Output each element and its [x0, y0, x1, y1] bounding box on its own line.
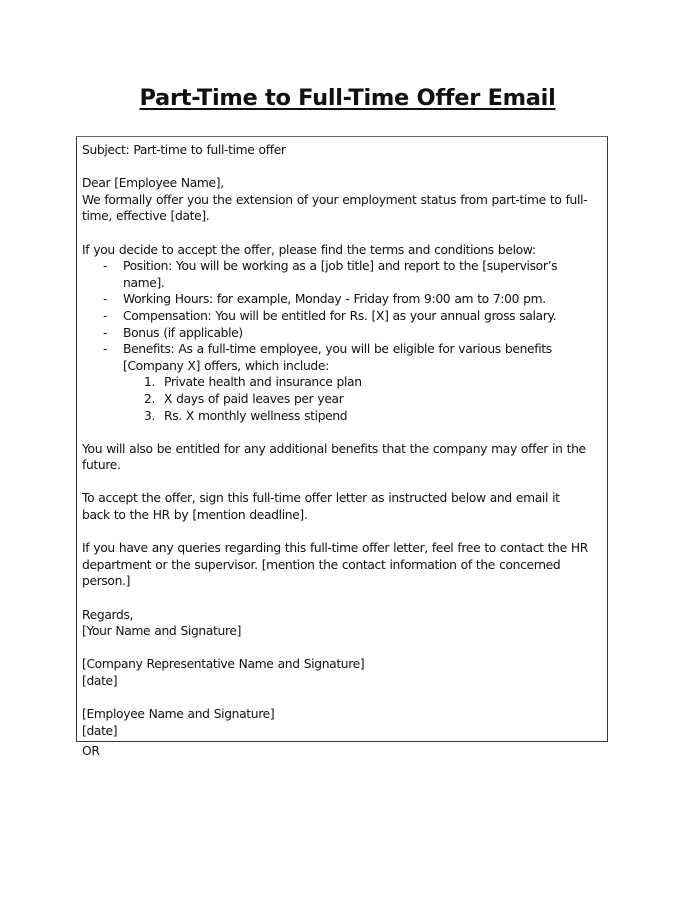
company-rep-signature: [Company Representative Name and Signature] — [82, 657, 365, 672]
term-item-benefits — [82, 341, 602, 374]
term-item-bonus — [82, 325, 602, 342]
queries-line: person.] — [82, 574, 131, 589]
subject-line: Subject: Part-time to full-time offer — [82, 143, 286, 157]
spacer — [82, 524, 602, 541]
benefit-number: 3. — [144, 408, 156, 423]
benefit-number: 2. — [144, 391, 156, 406]
accept-instructions-line: To accept the offer, sign this full-time offer letter as instructed below and email it — [82, 491, 560, 506]
benefit-item — [82, 374, 602, 391]
employee-date: [date] — [82, 723, 118, 738]
queries-line: department or the supervisor. [mention the contact information of the concerned — [82, 557, 561, 572]
term-text: Benefits: As a full-time employee, you will be eligible for various benefits — [123, 342, 552, 357]
employee-signature: [Employee Name and Signature] — [82, 707, 275, 722]
bullet-dash: - — [103, 292, 108, 307]
closing: Regards, — [82, 607, 134, 622]
term-text: name]. — [123, 275, 165, 290]
greeting: Dear [Employee Name], — [82, 176, 224, 191]
bullet-dash: - — [103, 308, 108, 323]
intro-line: time, effective [date]. — [82, 209, 210, 224]
sender-signature: [Your Name and Signature] — [82, 624, 242, 639]
document-title — [0, 82, 695, 114]
spacer — [82, 225, 602, 242]
spacer — [82, 690, 602, 707]
term-text: Bonus (if applicable) — [123, 325, 243, 340]
benefit-item — [82, 391, 602, 408]
terms-intro: If you decide to accept the offer, please find the terms and conditions below: — [82, 242, 536, 257]
accept-instructions-line: back to the HR by [mention deadline]. — [82, 508, 308, 523]
spacer — [82, 474, 602, 491]
term-text: Compensation: You will be entitled for Rs. [X] as your annual gross salary. — [123, 308, 557, 323]
term-item-working-hours — [82, 291, 602, 308]
document-title-text: Part-Time to Full-Time Offer Email — [139, 85, 556, 111]
spacer — [82, 424, 602, 441]
term-text: Working Hours: for example, Monday - Friday from 9:00 am to 7:00 pm. — [123, 292, 546, 307]
term-item-position — [82, 258, 602, 291]
benefit-text: Rs. X monthly wellness stipend — [164, 408, 348, 423]
bullet-dash: - — [103, 325, 108, 340]
benefit-text: Private health and insurance plan — [164, 375, 362, 390]
bullet-dash: - — [103, 342, 108, 357]
benefit-item — [82, 408, 602, 425]
additional-benefits-line: You will also be entitled for any additional benefits that the company may offer in the — [82, 441, 586, 456]
term-text: [Company X] offers, which include: — [123, 358, 329, 373]
term-item-compensation — [82, 308, 602, 325]
intro-line: We formally offer you the extension of your employment status from part-time to full- — [82, 192, 588, 207]
term-text: Position: You will be working as a [job title] and report to the [supervisor’s — [123, 259, 558, 274]
bullet-dash: - — [103, 259, 108, 274]
benefit-number: 1. — [144, 375, 156, 390]
spacer — [82, 590, 602, 607]
email-body — [82, 142, 602, 739]
additional-benefits-line: future. — [82, 458, 121, 473]
or-separator: OR — [82, 744, 100, 758]
benefit-text: X days of paid leaves per year — [164, 391, 344, 406]
spacer — [82, 640, 602, 657]
spacer — [82, 159, 602, 176]
queries-line: If you have any queries regarding this full-time offer letter, feel free to contact the HR — [82, 541, 588, 556]
company-rep-date: [date] — [82, 674, 118, 688]
